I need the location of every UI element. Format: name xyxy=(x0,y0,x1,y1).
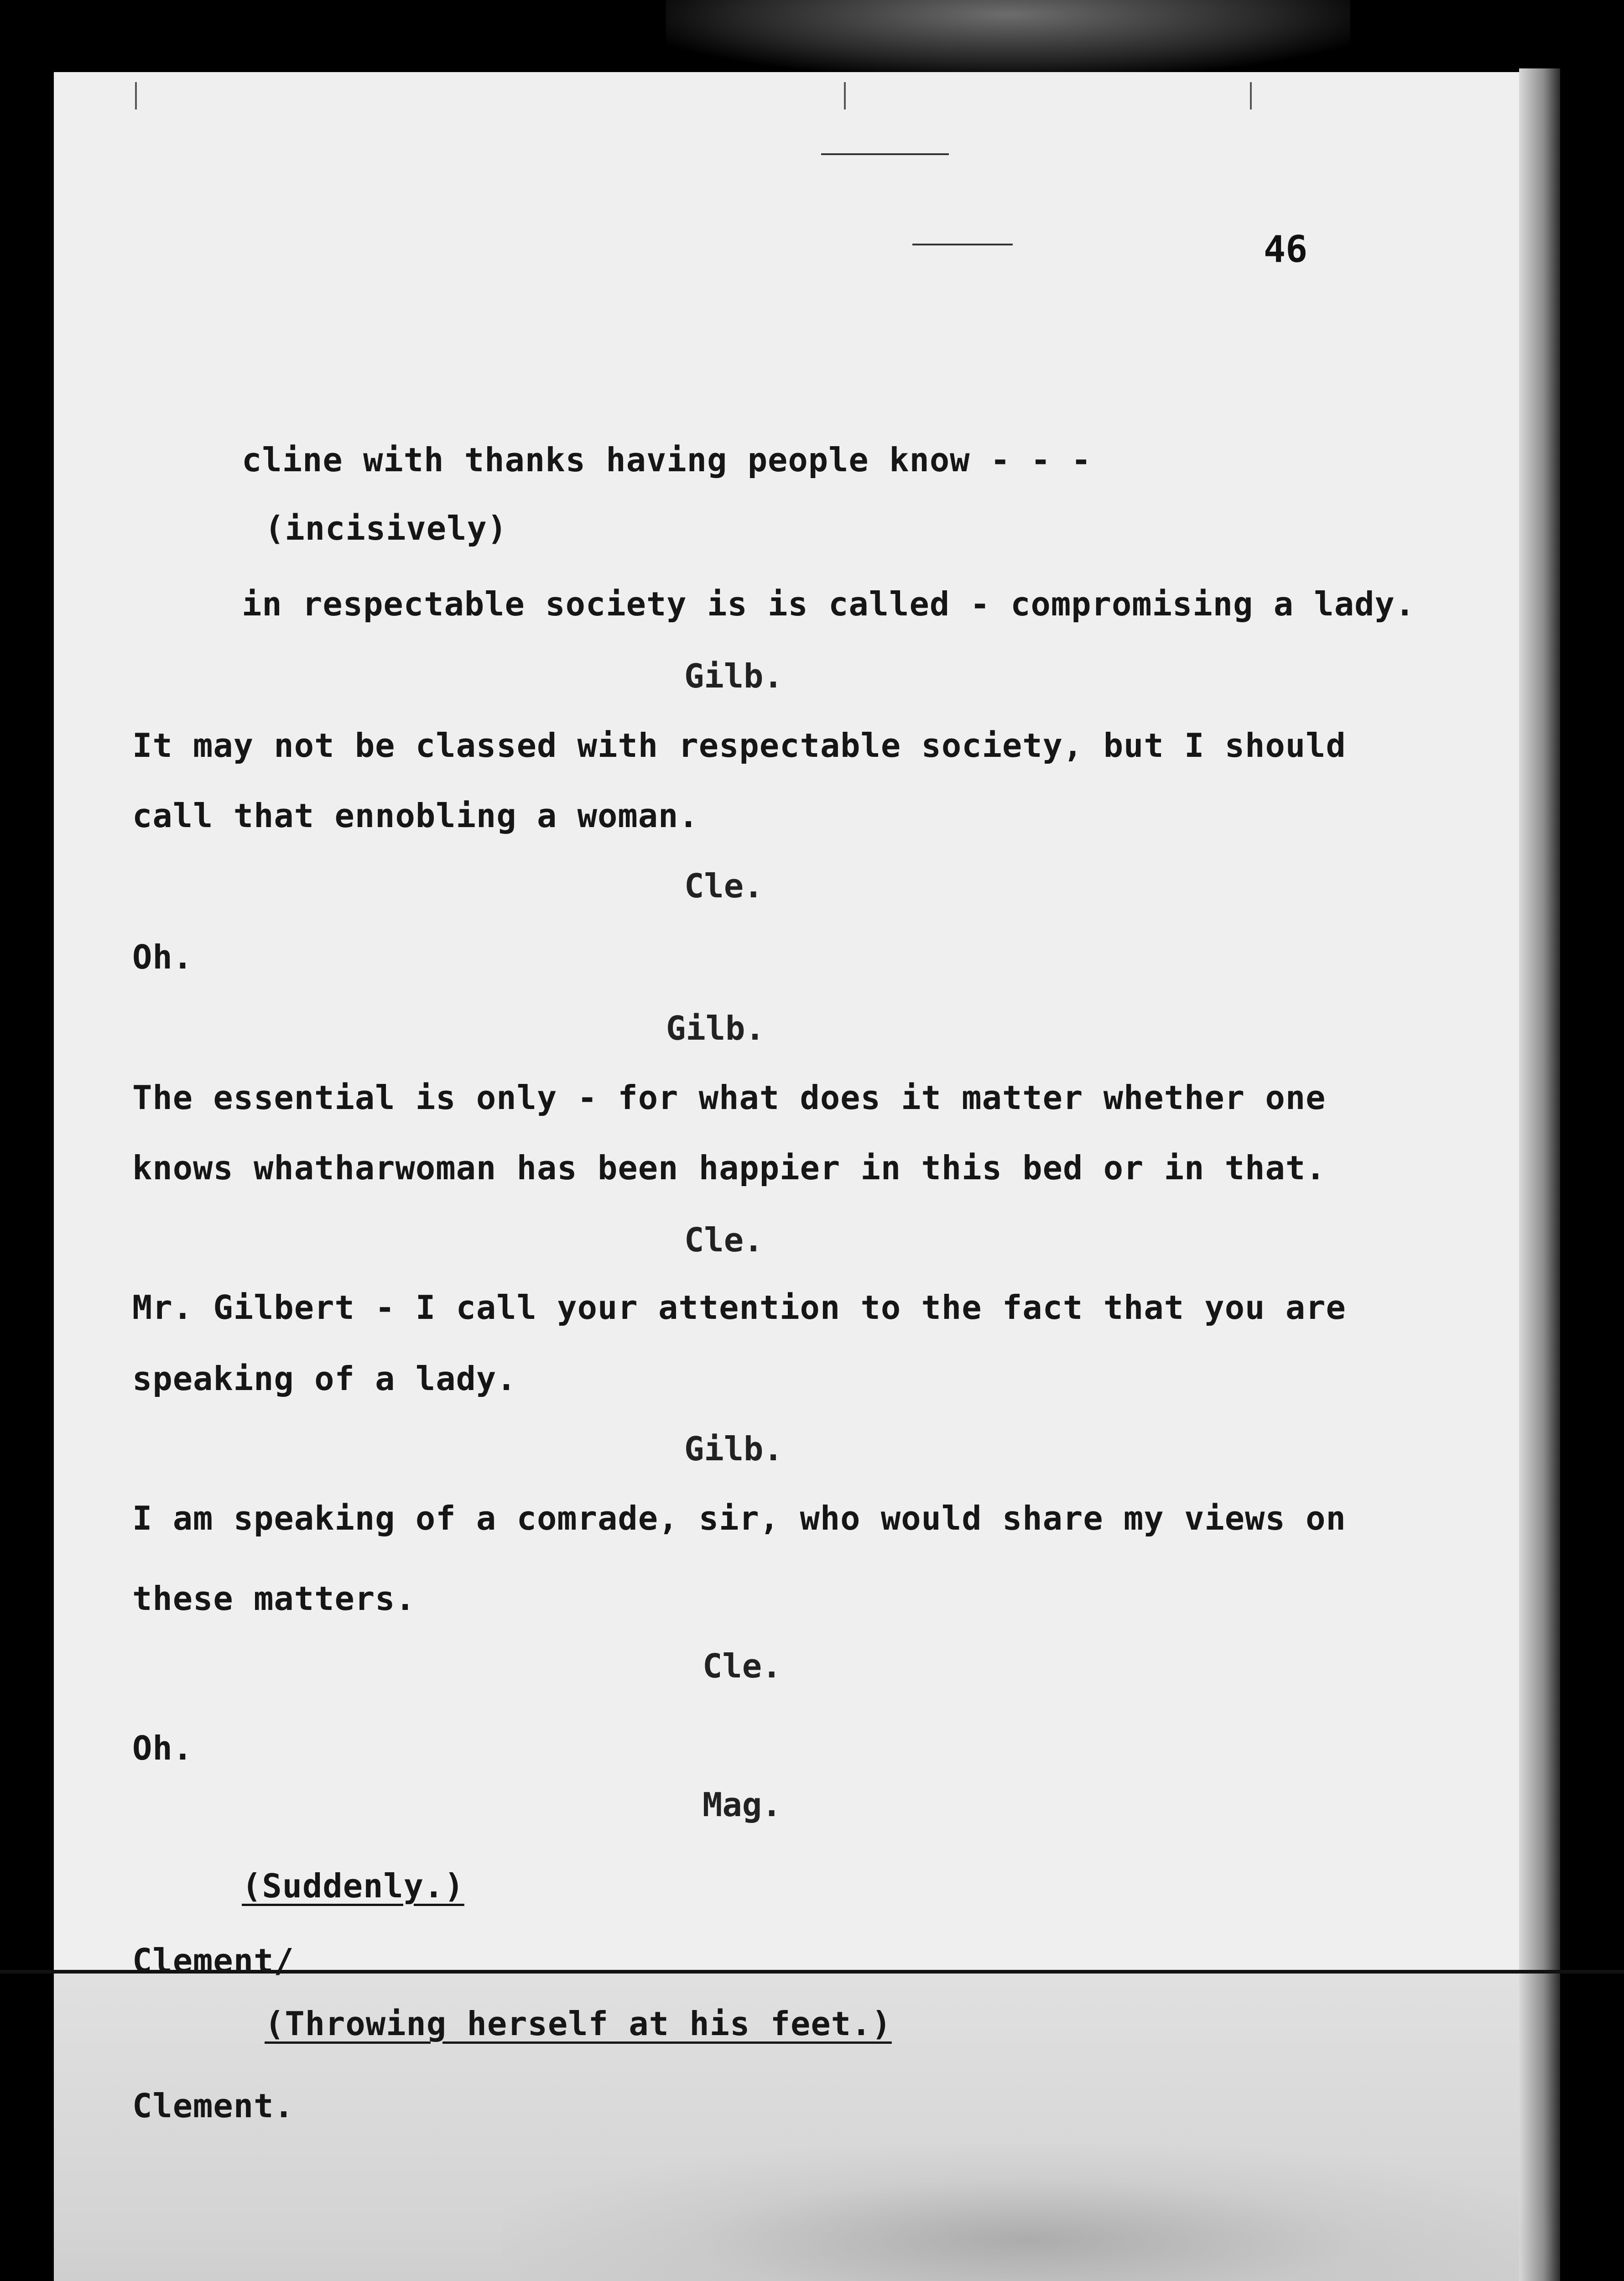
script-line: The essential is only - for what does it matter whether one xyxy=(132,1078,1326,1117)
speaker-name: Cle. xyxy=(684,867,764,905)
margin-mark xyxy=(1250,82,1252,109)
script-line: cline with thanks having people know - - - xyxy=(242,441,1092,479)
pencil-mark xyxy=(912,244,1013,245)
script-line: Oh. xyxy=(132,1729,193,1767)
stage-direction: (Suddenly.) xyxy=(242,1867,464,1905)
margin-mark xyxy=(844,82,846,109)
script-line: speaking of a lady. xyxy=(132,1359,517,1398)
margin-mark xyxy=(135,82,137,109)
script-line: It may not be classed with respectable society, but I should xyxy=(132,726,1346,765)
page-number: 46 xyxy=(1264,228,1308,271)
script-line: in respectable society is is called - compromising a lady. xyxy=(242,585,1416,623)
speaker-name: Mag. xyxy=(703,1786,782,1824)
script-line: I am speaking of a comrade, sir, who would share my views on xyxy=(132,1499,1346,1537)
speaker-name: Gilb. xyxy=(684,657,783,695)
script-line: knows whatharwoman has been happier in this bed or in that. xyxy=(132,1149,1326,1187)
script-line: Mr. Gilbert - I call your attention to the fact that you are xyxy=(132,1288,1346,1327)
script-line: Clement/ xyxy=(132,1942,294,1980)
speaker-name: Gilb. xyxy=(666,1009,765,1047)
speaker-name: Gilb. xyxy=(684,1430,783,1468)
speaker-name: Cle. xyxy=(703,1647,782,1685)
torn-edge xyxy=(666,0,1350,73)
script-line: call that ennobling a woman. xyxy=(132,797,699,835)
scan-smudge xyxy=(502,2144,1551,2281)
script-line: these matters. xyxy=(132,1579,416,1618)
stage-direction: (Throwing herself at his feet.) xyxy=(265,2005,892,2043)
pencil-mark xyxy=(821,153,949,155)
speaker-name: Cle. xyxy=(684,1221,764,1259)
stage-direction: (incisively) xyxy=(265,509,508,547)
script-line: Oh. xyxy=(132,938,193,976)
page-edge-shadow xyxy=(1519,68,1560,2281)
script-line: Clement. xyxy=(132,2087,294,2125)
